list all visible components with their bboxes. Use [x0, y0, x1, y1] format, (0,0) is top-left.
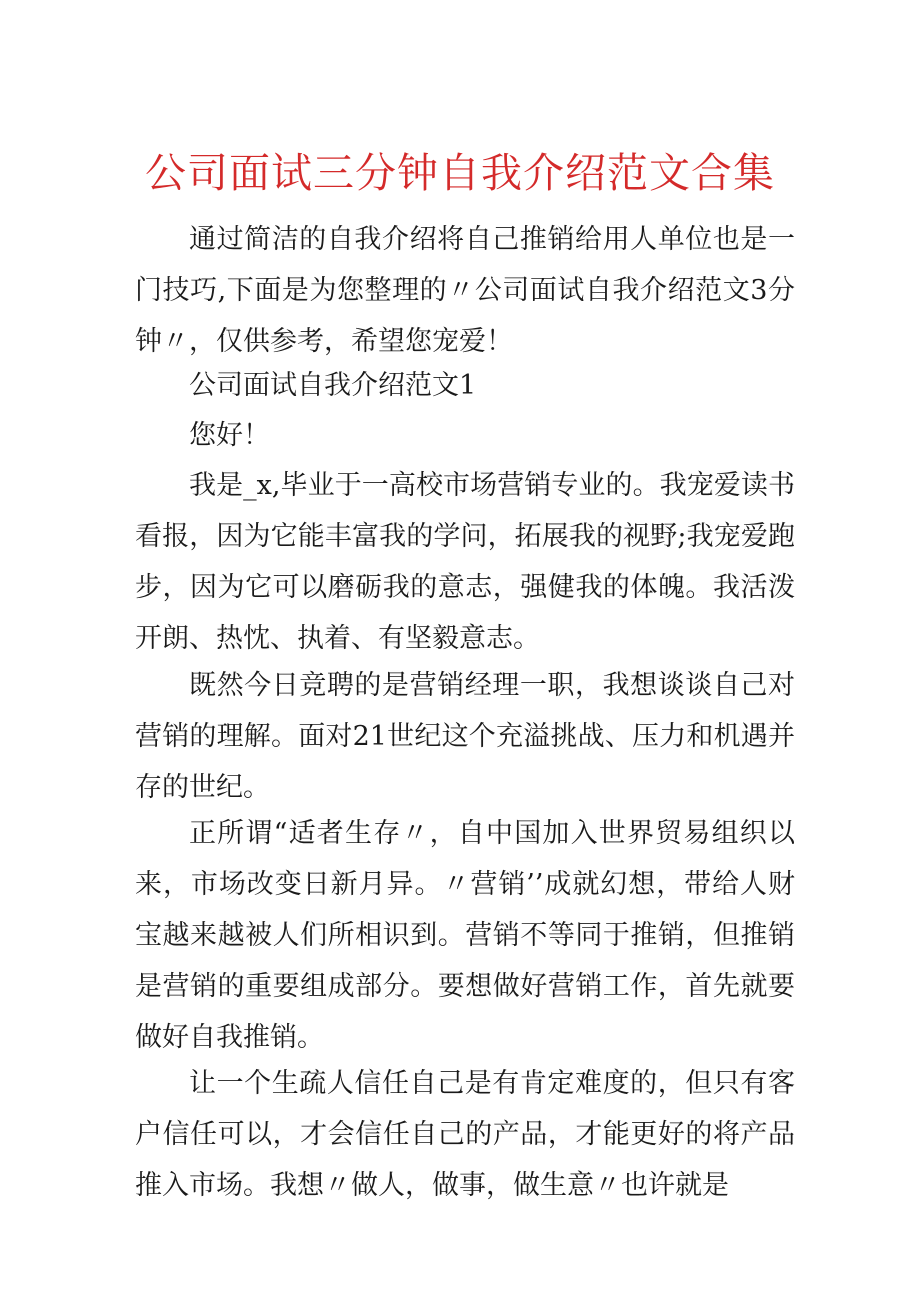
- job-paragraph: 既然今日竞聘的是营销经理一职，我想谈谈自己对营销的理解。面对21世纪这个充溢挑战、压力和机遇并存的世纪。: [135, 670, 795, 803]
- self-intro-paragraph: 我是_x,毕业于一高校市场营销专业的。我宠爱读书看报，因为它能丰富我的学问，拓展我的视野;我宠爱跑步，因为它可以磨砺我的意志，强健我的体魄。我活泼开朗、热忱、执着、有坚毅意志。: [135, 470, 795, 654]
- sample-heading: 公司面试自我介绍范文1: [189, 370, 477, 401]
- intro-paragraph: 通过简洁的自我介绍将自己推销给用人单位也是一门技巧,下面是为您整理的〃公司面试自我介绍范文3分钟〃，仅供参考，希望您宠爱！: [135, 224, 795, 357]
- marketing-paragraph: 正所谓“适者生存〃，自中国加入世界贸易组织以来，市场改变日新月异。〃营销’’成就幻想，带给人财宝越来越被人们所相识到。营销不等同于推销，但推销是营销的重要组成部分。要想做好营销工作，首先就要做好自我推销。: [135, 818, 795, 1053]
- document-title: 公司面试三分钟自我介绍范文合集: [145, 149, 775, 197]
- trust-paragraph: 让一个生疏人信任自己是有肯定难度的，但只有客户信任可以，才会信任自己的产品，才能更好的将产品推入市场。我想〃做人，做事，做生意〃也许就是: [135, 1068, 795, 1201]
- greeting-paragraph: 您好！: [189, 420, 270, 451]
